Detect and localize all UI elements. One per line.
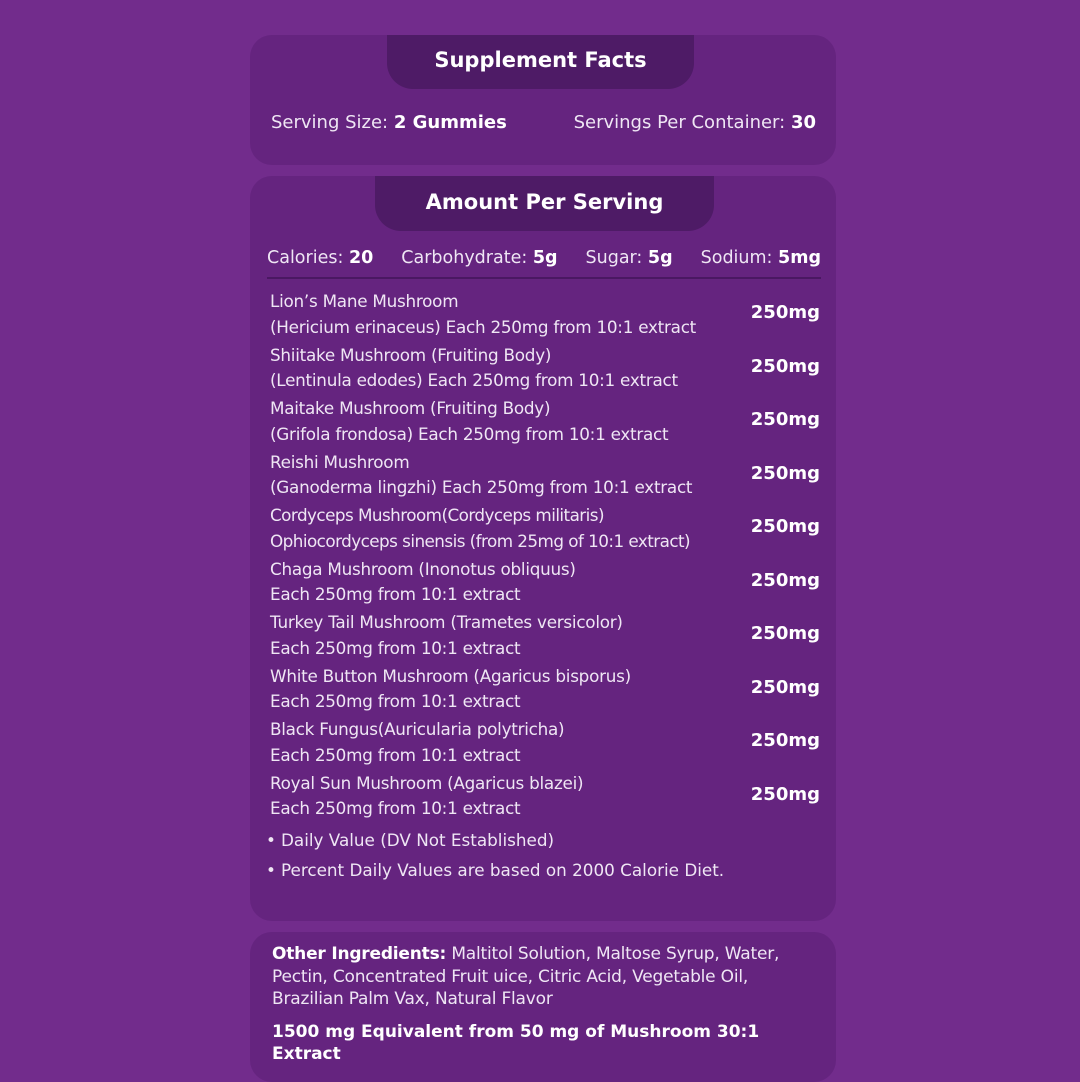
ingredient-name — [270, 343, 678, 394]
ingredient-name — [270, 450, 692, 501]
footnote-daily-value — [266, 828, 736, 853]
ingredient-amount: 250mg — [750, 623, 820, 644]
footnote-text: Daily Value (DV Not Established) — [281, 830, 555, 850]
serving-size-value: 2 Gummies — [393, 112, 507, 133]
mushroom-equivalent: 1500 mg Equivalent from 50 mg of Mushroom 30:1 Extract — [272, 1022, 760, 1064]
ingredient-line2: (Ganoderma lingzhi) Each 250mg from 10:1 extract — [270, 477, 693, 497]
ingredient-amount: 250mg — [750, 302, 820, 323]
ingredient-row — [270, 610, 820, 664]
ingredient-line2: (Lentinula edodes) Each 250mg from 10:1 extract — [270, 370, 678, 390]
amount-per-serving-panel — [250, 176, 836, 921]
ingredient-amount: 250mg — [750, 516, 820, 537]
ingredient-name — [270, 717, 564, 768]
nutrient-value: 5g — [647, 248, 673, 268]
ingredient-amount: 250mg — [750, 409, 820, 430]
ingredient-name — [270, 289, 696, 340]
footnote-text: Percent Daily Values are based on 2000 Calorie Diet. — [281, 860, 725, 880]
nutrient-sodium — [701, 248, 821, 268]
ingredient-row — [270, 450, 820, 504]
ingredient-row — [270, 396, 820, 450]
ingredient-line2: (Hericium erinaceus) Each 250mg from 10:1 extract — [270, 316, 697, 337]
ingredient-line2: Each 250mg from 10:1 extract — [270, 798, 521, 818]
ingredient-name — [270, 771, 583, 822]
bullet-icon: • — [266, 830, 276, 850]
supplement-facts-panel — [250, 35, 836, 165]
ingredient-row — [270, 343, 820, 397]
ingredient-row — [270, 503, 820, 557]
ingredient-line1: Black Fungus(Auricularia polytricha) — [270, 719, 565, 739]
ingredient-line2: Each 250mg from 10:1 extract — [270, 637, 521, 658]
ingredient-line1: Chaga Mushroom (Inonotus obliquus) — [270, 558, 576, 579]
ingredient-amount: 250mg — [750, 462, 820, 484]
ingredient-list — [270, 289, 820, 824]
ingredient-line2: Each 250mg from 10:1 extract — [270, 691, 521, 711]
servings-per-container-label: Servings Per Container: — [573, 112, 786, 133]
ingredient-line1: Reishi Mushroom — [270, 451, 410, 472]
ingredient-row — [270, 664, 820, 718]
nutrient-sugar — [586, 248, 673, 268]
supplement-facts-title: Supplement Facts — [387, 35, 694, 89]
ingredient-line1: Maitake Mushroom (Fruiting Body) — [270, 398, 551, 418]
footnotes — [266, 828, 736, 888]
ingredient-line1: Lion’s Mane Mushroom — [270, 291, 459, 311]
ingredient-line1: Royal Sun Mushroom (Agaricus blazei) — [270, 772, 584, 793]
nutrient-value: 20 — [348, 248, 374, 268]
ingredient-row — [270, 557, 820, 611]
servings-per-container-value: 30 — [790, 112, 816, 133]
other-ingredients-text: Maltitol Solution, Maltose Syrup, Water, Pectin, Concentrated Fruit uice, Citric Acid, Vegetable Oil, Brazilian Palm Vax, Natural Flavor — [272, 944, 780, 1009]
ingredient-row — [270, 289, 820, 343]
servings-per-container — [574, 112, 816, 133]
ingredient-name — [270, 396, 668, 447]
amount-per-serving-title: Amount Per Serving — [375, 176, 714, 231]
other-ingredients — [272, 943, 782, 1011]
ingredient-amount: 250mg — [750, 355, 820, 377]
ingredient-amount: 250mg — [750, 730, 820, 751]
ingredient-name — [270, 503, 690, 554]
nutrient-label: Carbohydrate: — [401, 248, 528, 268]
ingredient-line2: Ophiocordyceps sinensis (from 25mg of 10:1 extract) — [270, 530, 691, 551]
nutrient-carbohydrate — [401, 248, 557, 268]
nutrient-label: Sugar: — [585, 248, 643, 268]
ingredient-line2: Each 250mg from 10:1 extract — [270, 744, 521, 765]
ingredient-row — [270, 771, 820, 825]
ingredient-line2: (Grifola frondosa) Each 250mg from 10:1 extract — [270, 423, 669, 444]
ingredient-line1: White Button Mushroom (Agaricus bisporus) — [270, 665, 631, 686]
ingredient-line1: Cordyceps Mushroom(Cordyceps militaris) — [270, 505, 604, 525]
ingredient-amount: 250mg — [750, 569, 820, 591]
nutrient-value: 5mg — [778, 248, 821, 268]
other-ingredients-label: Other Ingredients: — [272, 944, 447, 964]
nutrient-label: Sodium: — [700, 248, 773, 268]
serving-size-label: Serving Size: — [271, 112, 389, 133]
footnote-percent-daily — [266, 858, 736, 883]
bullet-icon: • — [266, 860, 276, 880]
ingredient-amount: 250mg — [750, 676, 820, 698]
serving-size — [271, 112, 507, 133]
ingredient-name — [270, 664, 631, 715]
ingredient-name — [270, 557, 576, 608]
nutrient-label: Calories: — [267, 248, 344, 268]
ingredient-line1: Shiitake Mushroom (Fruiting Body) — [270, 344, 552, 365]
ingredient-name — [270, 610, 623, 661]
serving-info — [271, 112, 816, 133]
nutrient-summary — [267, 248, 821, 279]
other-ingredients-panel — [250, 932, 836, 1082]
nutrient-value: 5g — [532, 248, 558, 268]
ingredient-line2: Each 250mg from 10:1 extract — [270, 584, 521, 604]
ingredient-amount: 250mg — [750, 783, 820, 805]
nutrient-calories — [267, 248, 373, 268]
ingredient-row — [270, 717, 820, 771]
ingredient-line1: Turkey Tail Mushroom (Trametes versicolor) — [270, 612, 623, 632]
